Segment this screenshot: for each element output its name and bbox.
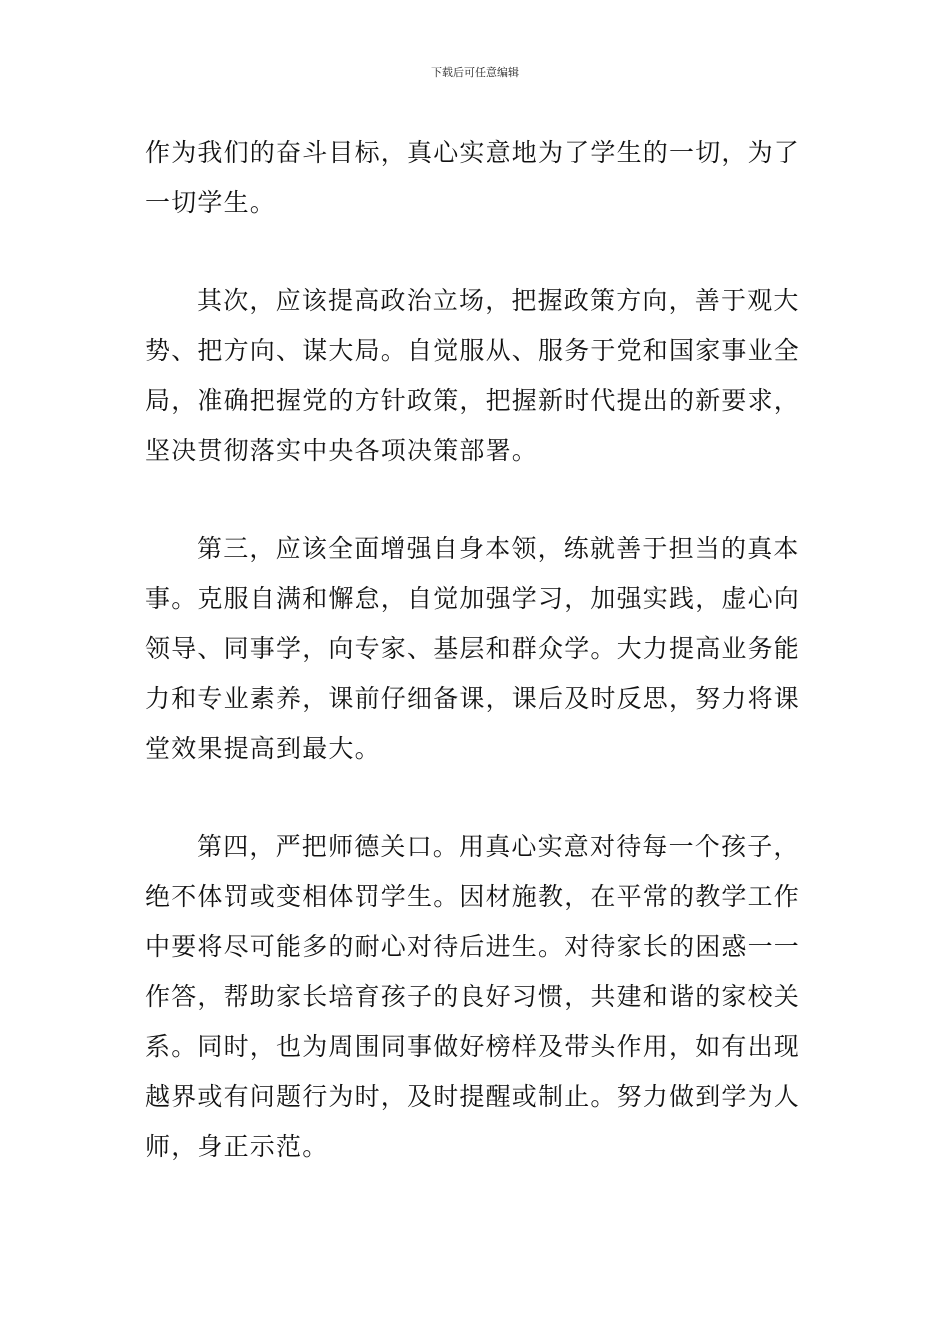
text-line: 坚决贯彻落实中央各项决策部署。 [145, 436, 539, 465]
paragraph-2 [145, 276, 810, 476]
text-line: 势、把方向、谋大局。自觉服从、服务于党和国家事业全 [145, 336, 801, 365]
text-line: 事。克服自满和懈怠，自觉加强学习，加强实践，虚心向 [145, 584, 801, 613]
text-line: 作为我们的奋斗目标，真心实意地为了学生的一切，为了 [145, 138, 801, 167]
text-line: 一切学生。 [145, 188, 277, 217]
text-line: 绝不体罚或变相体罚学生。因材施教，在平常的教学工作 [145, 882, 801, 911]
text-line: 作答，帮助家长培育孩子的良好习惯，共建和谐的家校关 [145, 982, 801, 1011]
text-line: 领导、同事学，向专家、基层和群众学。大力提高业务能 [145, 634, 801, 663]
text-line: 其次，应该提高政治立场，把握政策方向，善于观大 [197, 286, 800, 315]
text-line: 力和专业素养，课前仔细备课，课后及时反思，努力将课 [145, 684, 801, 713]
text-line: 系。同时，也为周围同事做好榜样及带头作用，如有出现 [145, 1032, 801, 1061]
text-line: 师，身正示范。 [145, 1132, 329, 1161]
paragraph-3 [145, 524, 810, 774]
text-line: 局，准确把握党的方针政策，把握新时代提出的新要求， [145, 386, 801, 415]
paragraph-4 [145, 822, 810, 1172]
text-line: 第四，严把师德关口。用真心实意对待每一个孩子， [197, 832, 800, 861]
page-header-note: 下载后可任意编辑 [431, 66, 519, 79]
text-line: 越界或有问题行为时，及时提醒或制止。努力做到学为人 [145, 1082, 801, 1111]
text-line: 堂效果提高到最大。 [145, 734, 381, 763]
text-line: 中要将尽可能多的耐心对待后进生。对待家长的困惑一一 [145, 932, 801, 961]
text-line: 第三，应该全面增强自身本领，练就善于担当的真本 [197, 534, 800, 563]
paragraph-1 [145, 128, 810, 228]
